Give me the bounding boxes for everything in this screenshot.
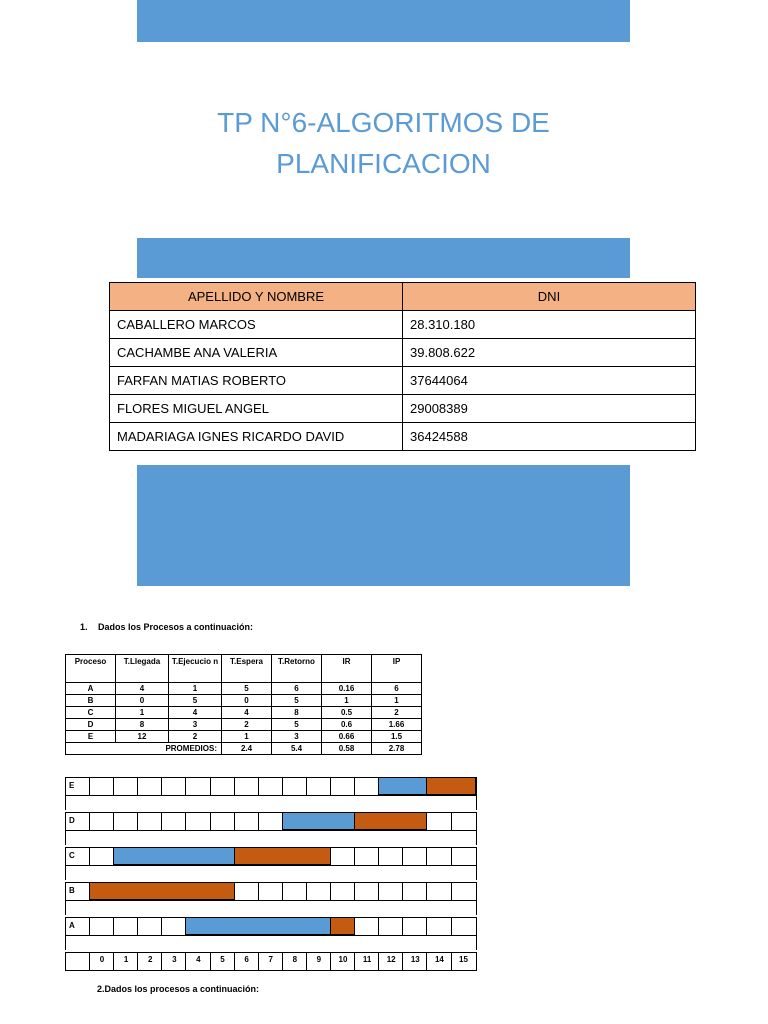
section-1-heading [80,622,253,632]
process-cell: 5 [222,683,272,695]
gantt-slot [210,777,235,796]
process-table [65,654,422,755]
gantt-slot [354,777,379,796]
gantt-spacer [65,935,477,950]
gantt-label-cell [65,882,90,901]
column-header-ejecucion: T.Ejecucio n [169,655,222,683]
process-cell: 0.5 [322,707,372,719]
column-header-dni: DNI [403,283,696,311]
process-cell: 2 [169,731,222,743]
gantt-exec-bar [330,917,355,935]
gantt-tick-label: 1 [123,955,129,964]
gantt-spacer [65,830,477,845]
process-cell: E [66,731,116,743]
process-cell: 6 [372,683,422,695]
gantt-tick-label: 4 [196,955,201,964]
process-header-row [66,655,422,683]
column-header-retorno: T.Retorno [272,655,322,683]
averages-row [66,743,422,755]
gantt-row [65,812,476,831]
process-cell: 0 [222,695,272,707]
gantt-tick-cell [306,952,331,971]
gantt-slot [89,847,114,866]
process-cell: B [66,695,116,707]
gantt-slot [426,847,451,866]
gantt-slot [234,812,259,831]
gantt-tick-cell [354,952,379,971]
gantt-tick-cell [185,952,210,971]
gantt-time-axis [65,952,476,971]
gantt-tick-cell [89,952,114,971]
gantt-slot [161,777,186,796]
student-name: CABALLERO MARCOS [110,311,403,339]
gantt-row [65,777,476,796]
gantt-row-label: E [69,781,75,790]
gantt-slot [330,777,355,796]
gantt-row-label: C [69,851,75,860]
gantt-slot [113,777,138,796]
gantt-tick-cell [137,952,162,971]
gantt-tick-cell [426,952,451,971]
gantt-tick-label: 10 [338,955,348,964]
gantt-slot [234,882,259,901]
gantt-slot [161,917,186,936]
table-row [66,695,422,707]
gantt-tick-cell [378,952,403,971]
gantt-row-label: A [69,921,75,930]
gantt-tick-label: 13 [410,955,420,964]
gantt-slot [89,917,114,936]
gantt-tick-label: 5 [220,955,225,964]
students-header-row [110,283,696,311]
student-dni: 28.310.180 [403,311,696,339]
gantt-slot [451,812,477,831]
gantt-slot [451,847,477,866]
gantt-slot [258,812,283,831]
section-2-heading: 2.Dados los procesos a continuación: [97,984,260,994]
page-title [137,102,630,184]
header-band [137,0,630,42]
gantt-label-cell [65,952,90,971]
process-cell: C [66,707,116,719]
gantt-tick-cell [210,952,235,971]
column-header-llegada: T.Llegada [116,655,169,683]
column-header-ip: IP [372,655,422,683]
process-cell: 0.66 [322,731,372,743]
gantt-tick-cell [161,952,186,971]
gantt-label-cell [65,777,90,796]
gantt-tick-label: 14 [434,955,444,964]
gantt-label-cell [65,812,90,831]
gantt-spacer [65,795,477,810]
gantt-slot [330,847,355,866]
gantt-slot [137,777,162,796]
gantt-slot [185,777,210,796]
gantt-tick-cell [451,952,477,971]
gantt-slot [378,917,403,936]
table-row [66,719,422,731]
gantt-spacer [65,900,477,915]
gantt-slot [354,847,379,866]
gantt-slot [161,812,186,831]
column-header-name: APELLIDO Y NOMBRE [110,283,403,311]
gantt-tick-label: 7 [268,955,273,964]
gantt-slot [306,882,331,901]
gantt-spacer [65,865,477,880]
process-cell: 1.66 [372,719,422,731]
average-value: 2.4 [222,743,272,755]
table-row [66,683,422,695]
student-dni: 36424588 [403,423,696,451]
gantt-exec-bar [426,777,475,795]
gantt-slot [426,812,451,831]
title-line-1: TP N°6-ALGORITMOS DE [217,107,550,138]
gantt-slot [426,882,451,901]
gantt-label-cell [65,847,90,866]
gantt-row-label: D [69,816,75,825]
gantt-row-label: B [69,886,75,895]
gantt-slot [402,847,427,866]
gantt-tick-label: 6 [244,955,249,964]
student-name: FARFAN MATIAS ROBERTO [110,367,403,395]
students-table [109,282,696,451]
gantt-tick-cell [402,952,427,971]
process-cell: 1 [322,695,372,707]
gantt-wait-bar [113,847,235,865]
column-header-espera: T.Espera [222,655,272,683]
gantt-tick-cell [234,952,259,971]
table-row [66,707,422,719]
gantt-slot [451,917,477,936]
gantt-slot [451,882,477,901]
table-row [110,395,696,423]
process-cell: 4 [116,683,169,695]
gantt-tick-label: 2 [147,955,153,964]
gantt-wait-bar [282,812,355,830]
gantt-slot [402,882,427,901]
process-cell: 1 [116,707,169,719]
middle-band [137,238,630,278]
process-cell: D [66,719,116,731]
gantt-slot [354,882,379,901]
student-name: CACHAMBE ANA VALERIA [110,339,403,367]
gantt-slot [282,882,307,901]
table-row [110,423,696,451]
gantt-tick-cell [282,952,307,971]
average-value: 2.78 [372,743,422,755]
gantt-slot [306,777,331,796]
title-line-2: PLANIFICACION [276,148,491,179]
gantt-slot [282,777,307,796]
column-header-proceso: Proceso [66,655,116,683]
gantt-tick-label: 12 [386,955,396,964]
gantt-tick-label: 0 [99,955,105,964]
process-cell: 3 [169,719,222,731]
process-cell: 1 [372,695,422,707]
table-row [110,311,696,339]
gantt-exec-bar [234,847,331,865]
process-cell: 0.6 [322,719,372,731]
table-row [66,731,422,743]
gantt-slot [378,882,403,901]
student-name: MADARIAGA IGNES RICARDO DAVID [110,423,403,451]
averages-blank-cell [66,743,116,755]
student-dni: 39.808.622 [403,339,696,367]
average-value: 5.4 [272,743,322,755]
gantt-slot [113,917,138,936]
process-cell: 0.16 [322,683,372,695]
section-1-text: Dados los Procesos a continuación: [98,622,254,632]
gantt-chart [65,777,476,970]
gantt-tick-cell [330,952,355,971]
gantt-slot [137,812,162,831]
gantt-tick-label: 3 [172,955,177,964]
gantt-exec-bar [89,882,235,900]
process-cell: 5 [272,695,322,707]
gantt-row [65,882,476,901]
section-1-number: 1. [80,622,88,632]
gantt-tick-label: 8 [292,955,298,964]
lower-band [137,465,630,586]
process-cell: 8 [272,707,322,719]
gantt-slot [185,812,210,831]
process-cell: 1 [222,731,272,743]
gantt-slot [426,917,451,936]
process-cell: 2 [222,719,272,731]
process-cell: 1 [169,683,222,695]
process-cell: 3 [272,731,322,743]
gantt-slot [89,777,114,796]
process-cell: 8 [116,719,169,731]
gantt-tick-label: 15 [459,955,468,964]
process-cell: 6 [272,683,322,695]
gantt-slot [354,917,379,936]
column-header-ir: IR [322,655,372,683]
gantt-slot [258,882,283,901]
gantt-slot [378,847,403,866]
gantt-tick-label: 11 [362,955,372,964]
gantt-row [65,917,476,936]
gantt-slot [113,812,138,831]
process-cell: 4 [169,707,222,719]
process-cell: 12 [116,731,169,743]
gantt-slot [137,917,162,936]
gantt-wait-bar [185,917,331,935]
student-dni: 37644064 [403,367,696,395]
gantt-slot [258,777,283,796]
process-cell: 5 [169,695,222,707]
averages-label: PROMEDIOS: [116,743,222,755]
average-value: 0.58 [322,743,372,755]
gantt-row [65,847,476,866]
process-cell: 4 [222,707,272,719]
table-row [110,367,696,395]
gantt-label-cell [65,917,90,936]
process-cell: 5 [272,719,322,731]
process-cell: 1.5 [372,731,422,743]
gantt-wait-bar [378,777,427,795]
gantt-slot [89,812,114,831]
gantt-tick-cell [113,952,138,971]
process-cell: 2 [372,707,422,719]
gantt-slot [402,917,427,936]
gantt-slot [234,777,259,796]
gantt-tick-label: 9 [316,955,322,964]
gantt-slot [330,882,355,901]
student-dni: 29008389 [403,395,696,423]
gantt-exec-bar [354,812,427,830]
process-cell: A [66,683,116,695]
table-row [110,339,696,367]
gantt-tick-cell [258,952,283,971]
student-name: FLORES MIGUEL ANGEL [110,395,403,423]
process-cell: 0 [116,695,169,707]
gantt-slot [210,812,235,831]
